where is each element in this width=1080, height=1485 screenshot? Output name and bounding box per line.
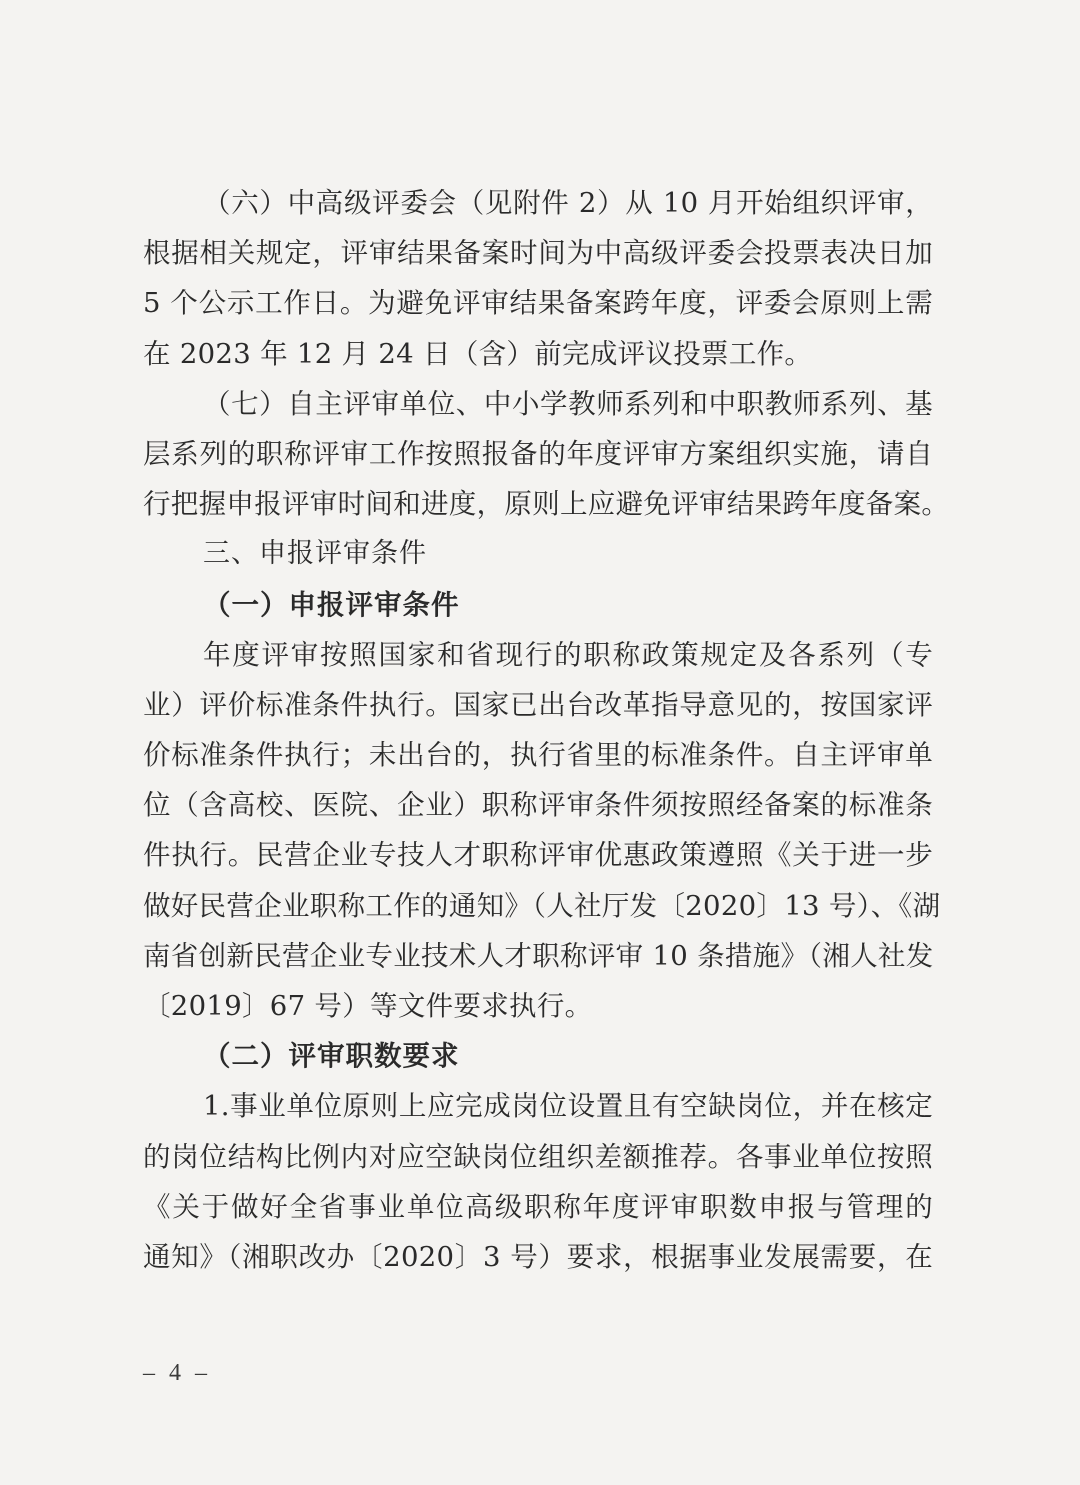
section-heading: 三、申报评审条件 [203, 538, 427, 570]
paragraph-line: （七）自主评审单位、中小学教师系列和中职教师系列、基 [203, 387, 933, 420]
paragraph-line: 〔2019〕67 号）等文件要求执行。 [143, 990, 593, 1022]
paragraph-line: 南省创新民营企业专业技术人才职称评审 10 条措施》（湘人社发 [143, 939, 934, 972]
paragraph-line: 层系列的职称评审工作按照报备的年度评审方案组织实施，请自 [143, 437, 933, 470]
paragraph-line: 做好民营企业职称工作的通知》（人社厅发〔2020〕13 号）、《湖 [143, 889, 941, 922]
paragraph-line: 根据相关规定，评审结果备案时间为中高级评委会投票表决日加 [143, 237, 933, 270]
page-number: – 4 – [143, 1360, 211, 1386]
subsection-heading: （一）申报评审条件 [203, 588, 460, 621]
paragraph-line: 件执行。民营企业专技人才职称评审优惠政策遵照《关于进一步 [143, 839, 933, 872]
paragraph-line: 的岗位结构比例内对应空缺岗位组织差额推荐。各事业单位按照 [143, 1140, 933, 1173]
paragraph-line: 行把握申报评审时间和进度，原则上应避免评审结果跨年度备案。 [143, 488, 950, 521]
paragraph-line: 年度评审按照国家和省现行的职称政策规定及各系列（专 [203, 638, 933, 671]
paragraph-line: 通知》（湘职改办〔2020〕3 号）要求，根据事业发展需要，在 [143, 1240, 933, 1273]
paragraph-line: 《关于做好全省事业单位高级职称年度评审职数申报与管理的 [143, 1190, 933, 1223]
paragraph-line: 价标准条件执行；未出台的，执行省里的标准条件。自主评审单 [143, 739, 933, 772]
paragraph-line: 5 个公示工作日。为避免评审结果备案跨年度，评委会原则上需 [143, 287, 933, 320]
document-body [143, 178, 950, 1282]
subsection-heading: （二）评审职数要求 [203, 1040, 460, 1073]
paragraph-line: 1.事业单位原则上应完成岗位设置且有空缺岗位，并在核定 [203, 1090, 933, 1123]
paragraph-line: （六）中高级评委会（见附件 2）从 10 月开始组织评审， [203, 187, 933, 219]
paragraph-line: 位（含高校、医院、企业）职称评审条件须按照经备案的标准条 [143, 789, 933, 822]
paragraph-line: 在 2023 年 12 月 24 日（含）前完成评议投票工作。 [143, 337, 813, 370]
paragraph-line: 业）评价标准条件执行。国家已出台改革指导意见的，按国家评 [143, 688, 933, 721]
